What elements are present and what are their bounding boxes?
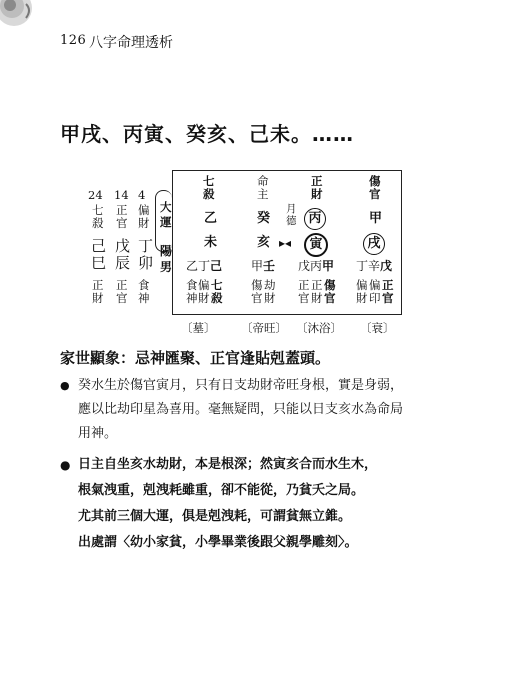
luck-god-bot-3a: 食 bbox=[138, 278, 150, 292]
pillar3-god-b: 財 bbox=[311, 187, 323, 201]
pillar4-branch: 戌 bbox=[363, 233, 385, 255]
luck-age-2: 14 bbox=[114, 188, 129, 202]
p4-hg2a: 偏 bbox=[369, 278, 381, 292]
luck-god-bot-2b: 官 bbox=[116, 291, 128, 305]
p4-hg3b: 官 bbox=[382, 291, 394, 305]
p1-hg1b: 神 bbox=[186, 291, 198, 305]
stage-1: 〔墓〕 bbox=[181, 321, 216, 335]
pillar3-god-a: 正 bbox=[311, 174, 323, 188]
yuede-b: 德 bbox=[286, 215, 297, 227]
pillar2-branch: 亥 bbox=[257, 235, 271, 250]
luck-stem-1: 己 bbox=[91, 237, 107, 255]
p2-hg1b: 官 bbox=[251, 291, 263, 305]
clash-arrows: ▸◂ bbox=[279, 236, 292, 250]
bullet-1-line-1: 癸水生於傷官寅月，只有日支劫財帝旺身根，實是身弱， bbox=[78, 378, 404, 393]
bullet-2-line-2: 根氣洩重，剋洩耗雖重，卻不能從，乃貧夭之局。 bbox=[78, 483, 365, 498]
stage-4: 〔衰〕 bbox=[360, 321, 395, 335]
pillar1-branch: 未 bbox=[204, 235, 218, 250]
pillar4-stem: 甲 bbox=[369, 211, 383, 226]
running-title: 八字命理透析 bbox=[89, 35, 173, 51]
luck-god-top-2b: 官 bbox=[116, 216, 128, 230]
stage-3: 〔沐浴〕 bbox=[296, 321, 342, 335]
page-number: 126 bbox=[60, 33, 87, 48]
luck-stem-3: 丁 bbox=[138, 237, 154, 255]
luck-god-top-3a: 偏 bbox=[138, 203, 150, 217]
label-da: 大 bbox=[160, 200, 172, 214]
luck-god-bot-1b: 財 bbox=[92, 291, 104, 305]
luck-branch-1: 巳 bbox=[91, 254, 107, 272]
pillar3-stem: 丙 bbox=[304, 208, 326, 230]
p1-hg3b: 殺 bbox=[211, 291, 223, 305]
luck-god-bot-1a: 正 bbox=[92, 278, 104, 292]
pillar3-hidden-2: 丙 bbox=[310, 259, 323, 273]
p4-hg3a: 正 bbox=[382, 278, 394, 292]
yuede-a: 月 bbox=[286, 203, 297, 215]
pillar3-hidden-3: 甲 bbox=[322, 259, 335, 273]
pillar2-god-a: 命 bbox=[257, 174, 269, 188]
pillar1-stem: 乙 bbox=[204, 211, 218, 226]
luck-god-bot-2a: 正 bbox=[116, 278, 128, 292]
label-nan: 男 bbox=[160, 260, 173, 274]
bullet-1-marker: ● bbox=[60, 379, 70, 392]
bullet-2-line-4: 出處謂〈幼小家貧，小學畢業後跟父親學雕刻〉。 bbox=[78, 535, 358, 550]
p4-hg1b: 財 bbox=[356, 291, 368, 305]
p1-hg1a: 食 bbox=[186, 278, 198, 292]
bullet-1 bbox=[60, 374, 480, 446]
p2-hg1a: 傷 bbox=[251, 278, 263, 292]
luck-god-top-3b: 財 bbox=[138, 216, 150, 230]
luck-branch-2: 辰 bbox=[115, 254, 131, 272]
p4-hg1a: 偏 bbox=[356, 278, 368, 292]
subheading: 家世顯象：忌神匯聚、正官逢貼剋蓋頭。 bbox=[60, 349, 331, 367]
bullet-2-line-1: 日主自坐亥水劫財，本是根深；然寅亥合而水生木， bbox=[78, 457, 378, 472]
luck-god-top-1a: 七 bbox=[92, 203, 104, 217]
p3-hg3b: 官 bbox=[324, 291, 336, 305]
label-yun: 運 bbox=[160, 215, 172, 229]
p3-hg2a: 正 bbox=[311, 278, 323, 292]
luck-branch-3: 卯 bbox=[138, 254, 154, 272]
p3-hg3a: 傷 bbox=[324, 278, 336, 292]
pillar4-hidden-3: 戊 bbox=[380, 259, 393, 273]
pillar1-hidden-2: 丁 bbox=[198, 259, 211, 273]
pillar4-god-a: 傷 bbox=[369, 174, 381, 188]
bullet-2 bbox=[60, 452, 480, 556]
pillar2-stem: 癸 bbox=[257, 211, 271, 226]
p3-hg1a: 正 bbox=[298, 278, 310, 292]
luck-god-top-1b: 殺 bbox=[92, 216, 104, 230]
luck-age-3: 4 bbox=[138, 188, 146, 202]
pillar4-hidden-1: 丁 bbox=[356, 259, 369, 273]
pillar1-god-a: 七 bbox=[203, 174, 215, 188]
p1-hg2b: 財 bbox=[198, 291, 210, 305]
p2-hg2a: 劫 bbox=[264, 278, 276, 292]
pillar2-hidden-1: 甲 bbox=[251, 259, 264, 273]
section-heading: 甲戌、丙寅、癸亥、己未。…… bbox=[60, 122, 354, 146]
luck-age-1: 24 bbox=[88, 188, 103, 202]
pillar4-god-b: 官 bbox=[369, 187, 381, 201]
pillar3-hidden-1: 戊 bbox=[298, 259, 311, 273]
pillar1-god-b: 殺 bbox=[203, 187, 215, 201]
p3-hg1b: 官 bbox=[298, 291, 310, 305]
corner-decoration bbox=[0, 0, 46, 32]
bullet-2-marker: ● bbox=[60, 458, 71, 472]
p3-hg2b: 財 bbox=[311, 291, 323, 305]
p1-hg3a: 七 bbox=[211, 278, 223, 292]
pillar2-god-b: 主 bbox=[257, 187, 269, 201]
pillar4-hidden-2: 辛 bbox=[368, 259, 381, 273]
pillar3-branch: 寅 bbox=[304, 233, 328, 257]
pillar2-hidden-2: 壬 bbox=[263, 259, 276, 273]
luck-god-top-2a: 正 bbox=[116, 203, 128, 217]
bullet-1-line-3: 用神。 bbox=[78, 426, 118, 441]
pillar1-hidden-1: 乙 bbox=[186, 259, 199, 273]
p1-hg2a: 偏 bbox=[198, 278, 210, 292]
p2-hg2b: 財 bbox=[264, 291, 276, 305]
pillar1-hidden-3: 己 bbox=[210, 259, 223, 273]
luck-god-bot-3b: 神 bbox=[138, 291, 150, 305]
bullet-2-line-3: 尤其前三個大運，俱是剋洩耗，可謂貧無立錐。 bbox=[78, 509, 352, 524]
stage-2: 〔帝旺〕 bbox=[241, 321, 287, 335]
luck-stem-2: 戊 bbox=[115, 237, 131, 255]
p4-hg2b: 印 bbox=[369, 291, 381, 305]
label-yang: 陽 bbox=[160, 244, 173, 258]
bullet-1-line-2: 應以比劫印星為喜用。毫無疑問，只能以日支亥水為命局 bbox=[78, 402, 404, 417]
